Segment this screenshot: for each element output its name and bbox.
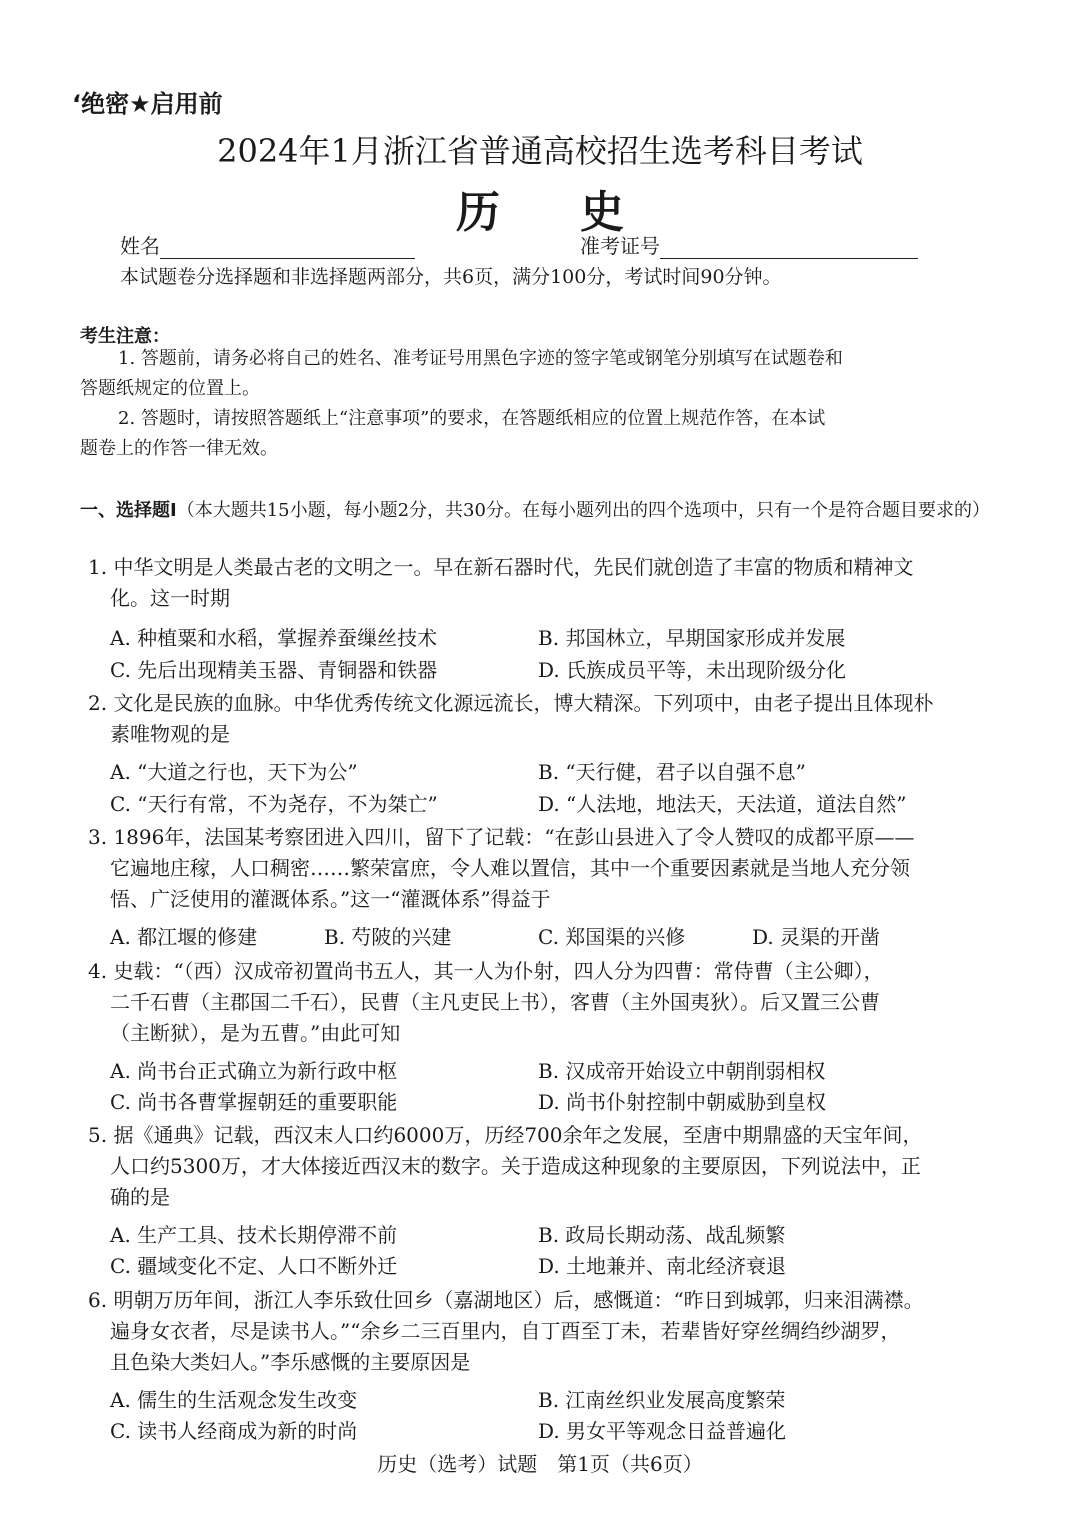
question-6-option-b[interactable]: B. 江南丝织业发展高度繁荣 [538,1388,786,1412]
exam-id-label: 准考证号 [580,234,660,258]
question-line: 2. 文化是民族的血脉。中华优秀传统文化源远流长，博大精深。下列项中，由老子提出且体现朴 [88,691,934,715]
question-4-option-d[interactable]: D. 尚书仆射控制中朝威胁到皇权 [538,1090,827,1114]
question-1-stem [88,552,913,614]
question-line: 素唯物观的是 [110,722,230,746]
question-line: 5. 据《通典》记载，西汉末人口约6000万，历经700余年之发展，至唐中期鼎盛的天宝年间， [88,1123,923,1147]
question-2-option-b[interactable]: B. “天行健，君子以自强不息” [538,760,806,784]
question-4-option-a[interactable]: A. 尚书台正式确立为新行政中枢 [110,1059,398,1083]
question-3-option-a[interactable]: A. 都江堰的修建 [110,925,258,949]
exam-intro: 本试题卷分选择题和非选择题两部分，共6页，满分100分，考试时间90分钟。 [120,266,782,288]
question-6-stem [88,1285,924,1378]
question-line: 人口约5300万，才大体接近西汉末的数字。关于造成这种现象的主要原因，下列说法中，正 [110,1154,921,1178]
exam-id-field[interactable] [580,230,918,259]
question-4-option-b[interactable]: B. 汉成帝开始设立中朝削弱相权 [538,1059,826,1083]
notice-item-1-line-2: 答题纸规定的位置上。 [80,378,260,399]
question-5-option-d[interactable]: D. 土地兼并、南北经济衰退 [538,1254,787,1278]
question-5-option-c[interactable]: C. 疆域变化不定、人口不断外迁 [110,1254,398,1278]
notice-heading: 考生注意： [80,326,170,347]
subject-title: 历史 [456,187,704,238]
question-line: （主断狱），是为五曹。”由此可知 [110,1021,401,1045]
question-4-stem [88,956,884,1049]
question-6-option-a[interactable]: A. 儒生的生活观念发生改变 [110,1388,358,1412]
name-label: 姓名 [120,234,160,258]
exam-id-blank[interactable] [660,236,918,259]
page-footer: 历史（选考）试题 第1页（共6页） [377,1452,703,1476]
question-2-option-c[interactable]: C. “天行有常，不为尧存，不为桀亡” [110,792,438,816]
question-1-option-d[interactable]: D. 氏族成员平等，未出现阶级分化 [538,658,847,682]
notice-item-1-line-1: 1. 答题前，请务必将自己的姓名、准考证号用黑色字迹的签字笔或钢笔分别填写在试题卷和 [118,348,843,369]
question-1-option-c[interactable]: C. 先后出现精美玉器、青铜器和铁器 [110,658,438,682]
section-description: （本大题共15小题，每小题2分，共30分。在每小题列出的四个选项中，只有一个是符合题目要求的） [176,500,990,521]
question-2-stem [88,688,933,750]
question-line: 二千石曹（主郡国二千石），民曹（主凡吏民上书），客曹（主外国夷狄）。后又置三公曹 [110,990,880,1014]
name-blank[interactable] [160,236,415,259]
notice-item-2-line-2: 题卷上的作答一律无效。 [80,438,278,459]
question-2-option-a[interactable]: A. “大道之行也，天下为公” [110,760,358,784]
question-line: 悟、广泛使用的灌溉体系。”这一“灌溉体系”得益于 [110,887,551,911]
question-6-option-c[interactable]: C. 读书人经商成为新的时尚 [110,1419,358,1443]
question-3-option-d[interactable]: D. 灵渠的开凿 [752,925,881,949]
question-line: 3. 1896年，法国某考察团进入四川，留下了记载：“在彭山县进入了令人赞叹的成都平原—— [88,825,915,849]
question-line: 6. 明朝万历年间，浙江人李乐致仕回乡（嘉湖地区）后，感慨道：“昨日到城郭，归来泪满襟。 [88,1288,924,1312]
question-line: 且色染大类妇人。”李乐感慨的主要原因是 [110,1350,471,1374]
question-line: 确的是 [110,1185,170,1209]
question-1-option-b[interactable]: B. 邦国林立，早期国家形成并发展 [538,626,846,650]
notice-item-2-line-1: 2. 答题时，请按照答题纸上“注意事项”的要求，在答题纸相应的位置上规范作答，在本试 [118,408,826,429]
question-line: 化。这一时期 [110,586,230,610]
section-title: 一、选择题Ⅰ [80,500,177,521]
question-line: 4. 史载：“（西）汉成帝初置尚书五人，其一人为仆射，四人分为四曹：常侍曹（主公卿）， [88,959,884,983]
question-4-option-c[interactable]: C. 尚书各曹掌握朝廷的重要职能 [110,1090,398,1114]
confidential-mark: ‘绝密★启用前 [72,90,223,118]
question-5-stem [88,1120,923,1213]
question-line: 它遍地庄稼，人口稠密……繁荣富庶，令人难以置信，其中一个重要因素就是当地人充分领 [110,856,910,880]
question-line: 1. 中华文明是人类最古老的文明之一。早在新石器时代，先民们就创造了丰富的物质和精神文 [88,555,914,579]
question-1-option-a[interactable]: A. 种植粟和水稻，掌握养蚕缫丝技术 [110,626,438,650]
question-5-option-b[interactable]: B. 政局长期动荡、战乱频繁 [538,1223,786,1247]
name-field[interactable] [120,230,415,259]
question-line: 遍身女衣者，尽是读书人。”“余乡二三百里内，自丁酉至丁未，若辈皆好穿丝绸绉纱湖罗， [110,1319,901,1343]
exam-title: 2024年1月浙江省普通高校招生选考科目考试 [217,132,863,170]
question-3-option-b[interactable]: B. 芍陂的兴建 [324,925,452,949]
question-3-stem [88,822,915,915]
section-heading [80,496,1010,526]
question-6-option-d[interactable]: D. 男女平等观念日益普遍化 [538,1419,787,1443]
question-5-option-a[interactable]: A. 生产工具、技术长期停滞不前 [110,1223,398,1247]
question-3-option-c[interactable]: C. 郑国渠的兴修 [538,925,686,949]
question-2-option-d[interactable]: D. “人法地，地法天，天法道，道法自然” [538,792,907,816]
